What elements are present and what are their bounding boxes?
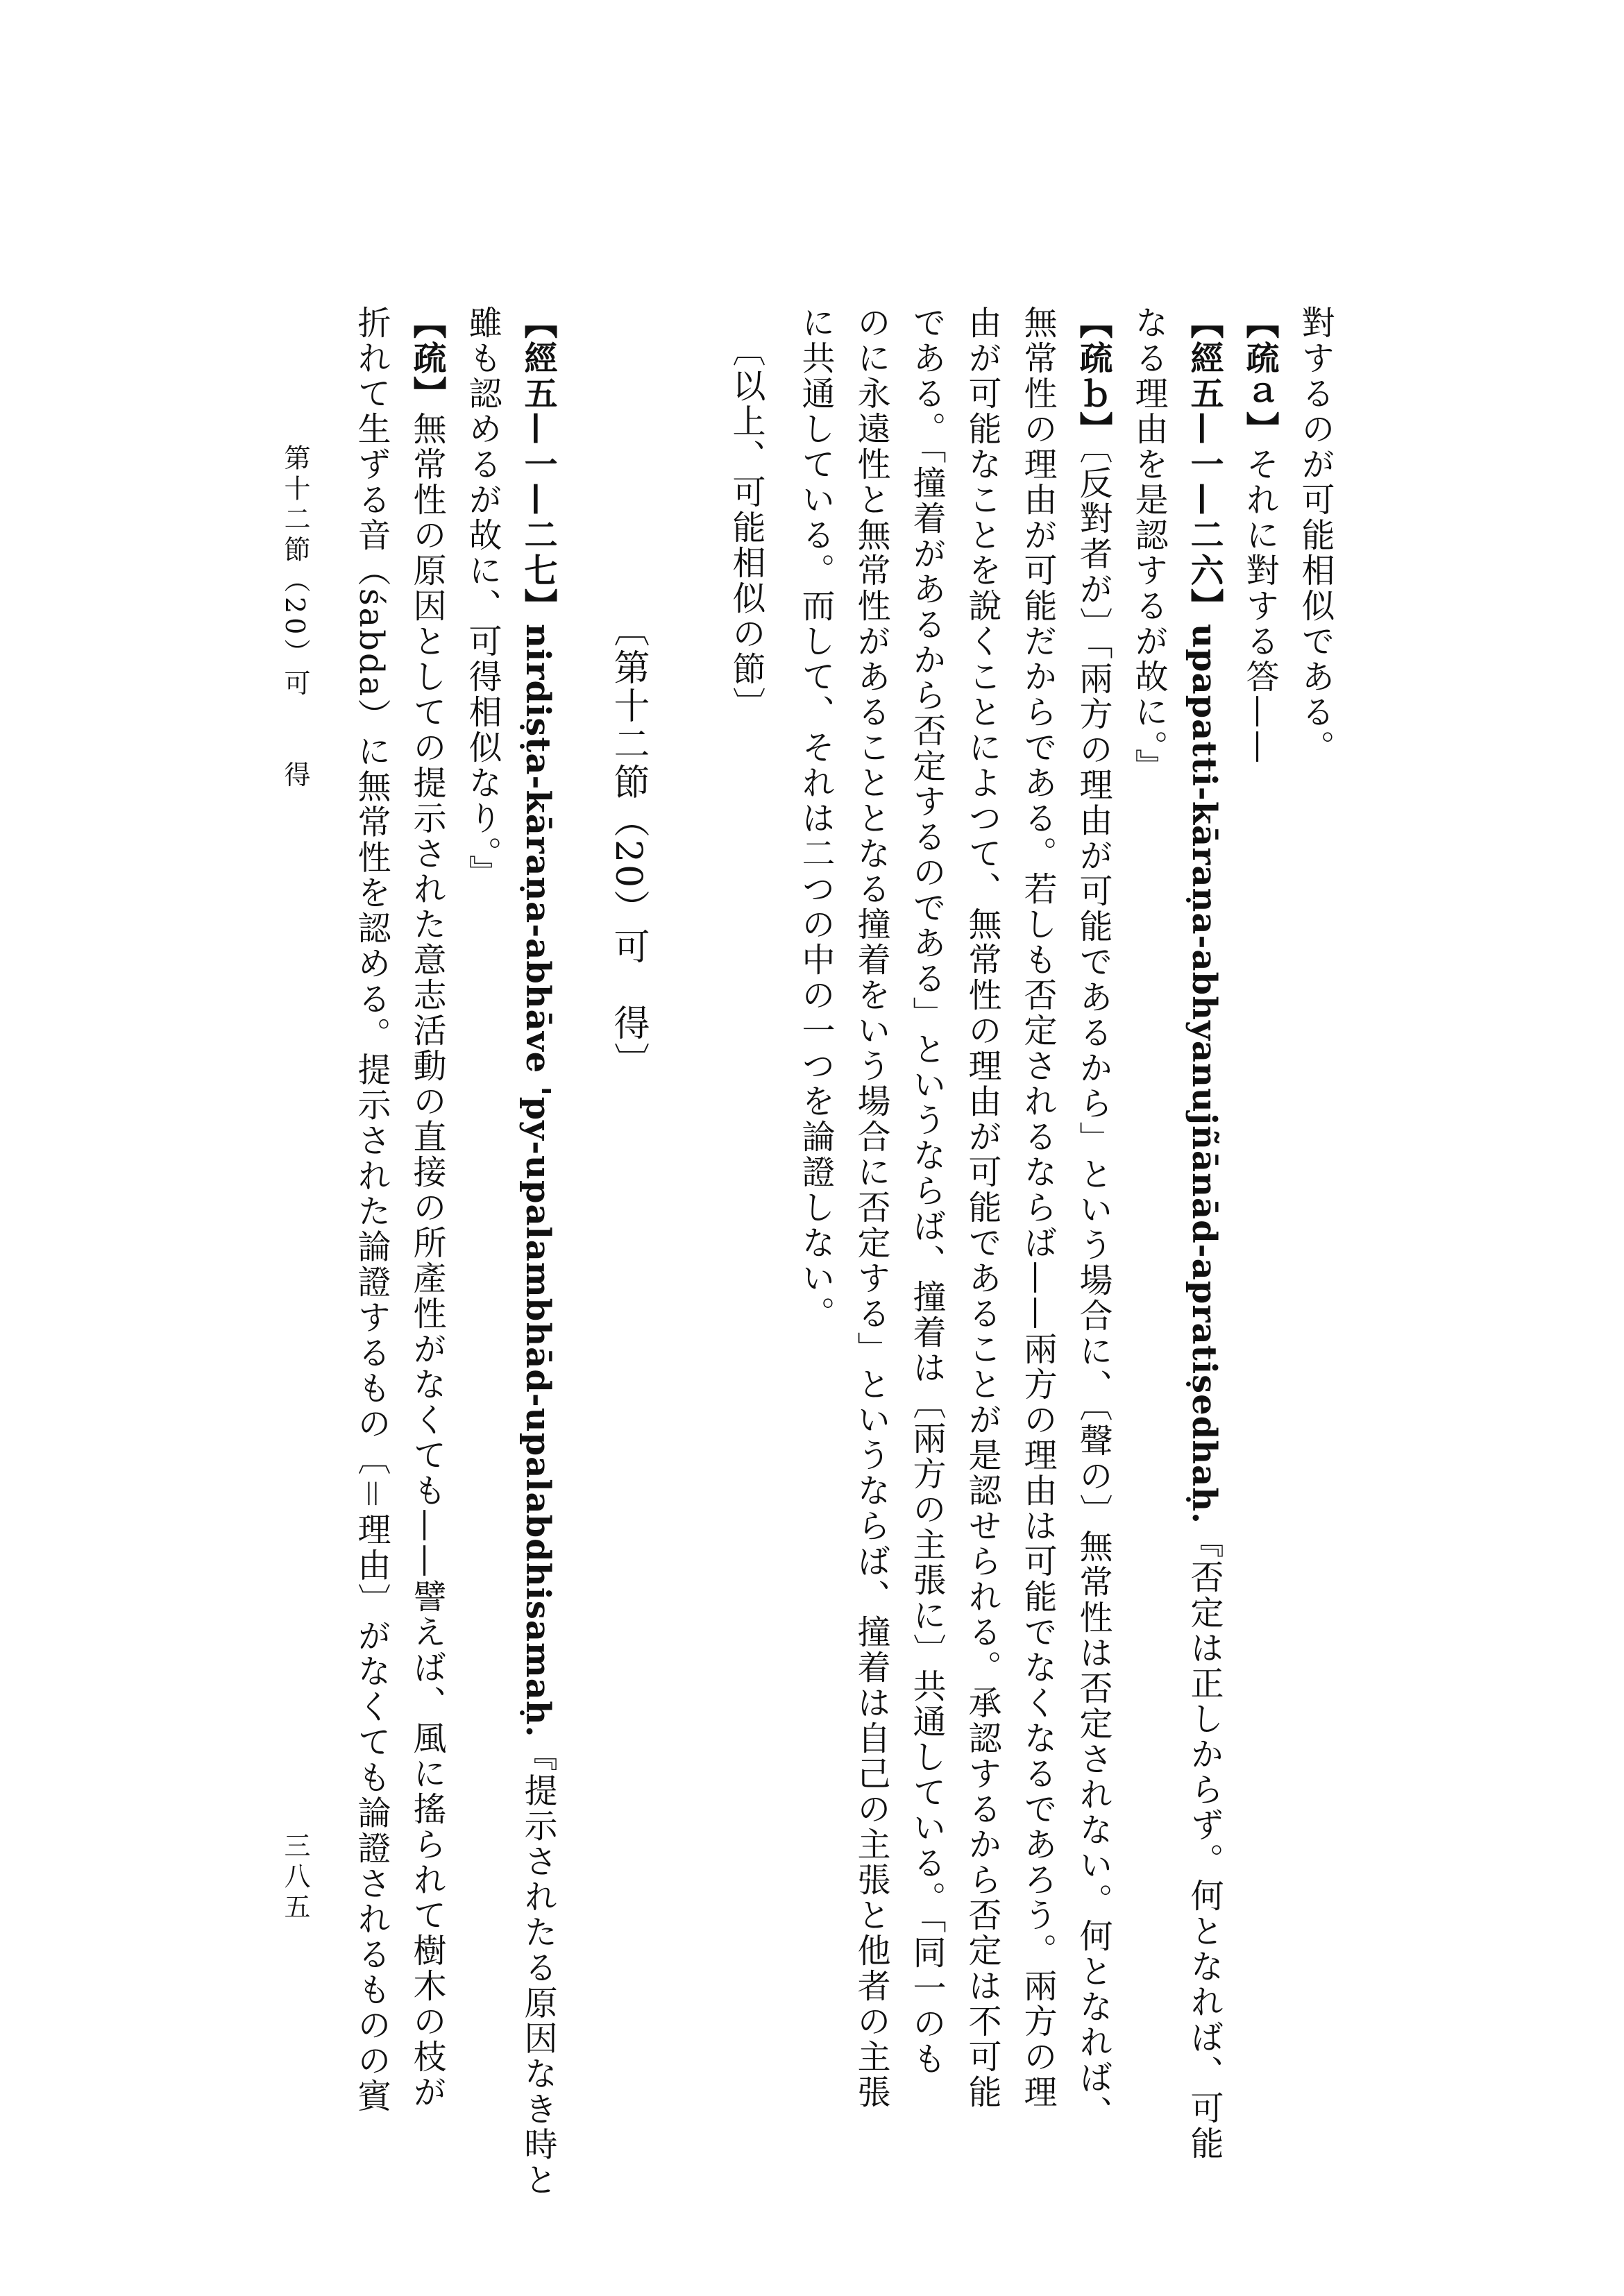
text-line-6 [1017, 305, 1058, 2110]
text-line-9 [850, 305, 892, 2110]
line-text: 折れて生ずる音（śabda）に無常性を認める。提示された論證するもの〔＝理由〕がなくても論證されるものの賓 [352, 305, 391, 2114]
line-text: 無常性の原因としての提示された意志活動の直接の所產性がなくても——譬えば、風に搖られて樹木の枝が [407, 411, 446, 2110]
line-text: それに對する答—— [1240, 447, 1279, 765]
line-text: 雖も認めるが故に、可得相似なり。』 [463, 305, 502, 890]
line-lead: 【疏】 [407, 305, 446, 411]
line-text: なる理由を是認するが故に。』 [1129, 305, 1168, 784]
text-line-5 [1072, 305, 1114, 2131]
running-header [274, 444, 316, 791]
line-lead: 【疏ａ】 [1240, 305, 1279, 447]
text-line-14 [462, 305, 503, 890]
section-end-note [725, 333, 767, 722]
line-latin: nirdiṣṭa-kāraṇa-abhāve 'py-upalambhād-upalabdhisamaḥ. [518, 624, 557, 1738]
line-text: 『否定は正しからず。何となれば、可能 [1185, 1524, 1224, 2161]
line-lead: 【疏ｂ】 [1074, 305, 1113, 447]
line-text: 『提示されたる原因なき時と [518, 1737, 557, 2198]
text-line-16 [350, 305, 392, 2114]
section-title: 〔第十二節（20）可 得〕 [607, 611, 649, 1081]
line-text: 由が可能なことを說くことによつて、無常性の理由が可能であることが是認せられる。承認するから否定は不可能 [963, 305, 1001, 2110]
line-text: 無常性の理由が可能だからである。若しも否定されるならば——兩方の理由は可能でなくなるであろう。兩方の理 [1018, 305, 1057, 2110]
section-heading [607, 611, 649, 1080]
page-number [274, 1832, 316, 1923]
text-line-3 [1183, 305, 1225, 2161]
text-line-2 [1239, 305, 1280, 765]
line-lead: 【經五—一—二七】 [518, 305, 557, 624]
line-text: 〔以上、可能相似の節〕 [727, 333, 766, 722]
text-line-7 [961, 305, 1003, 2110]
running-header-text: 第十二節（20）可 得 [280, 444, 310, 792]
text-line-13 [517, 305, 559, 2198]
line-text: に共通している。而して、それは二つの中の一つを論證しない。 [796, 305, 835, 1332]
line-text: 〔反對者が〕「兩方の理由が可能であるから」という場合に、〔聲の〕無常性は否定されない。何となれば、 [1074, 447, 1113, 2131]
text-line-15 [406, 305, 448, 2110]
text-line-8 [906, 305, 947, 2077]
text-line-1 [1294, 305, 1336, 765]
line-text: である。「撞着があるから否定するのである」というならば、撞着は〔兩方の主張に〕共通している。「同一のも [907, 305, 946, 2077]
page-number-text: 三八五 [280, 1832, 310, 1923]
line-text: 對するのが可能相似である。 [1296, 305, 1335, 765]
text-line-10 [795, 305, 836, 1332]
line-latin: upapatti-kāraṇa-abhyanujñānād-apratiṣedhaḥ. [1185, 624, 1224, 1524]
line-lead: 【經五—一—二六】 [1185, 305, 1224, 624]
line-text: のに永遠性と無常性があることとなる撞着をいう場合に否定する」というならば、撞着は自己の主張と他者の主張 [852, 305, 890, 2110]
text-line-4 [1128, 305, 1169, 784]
